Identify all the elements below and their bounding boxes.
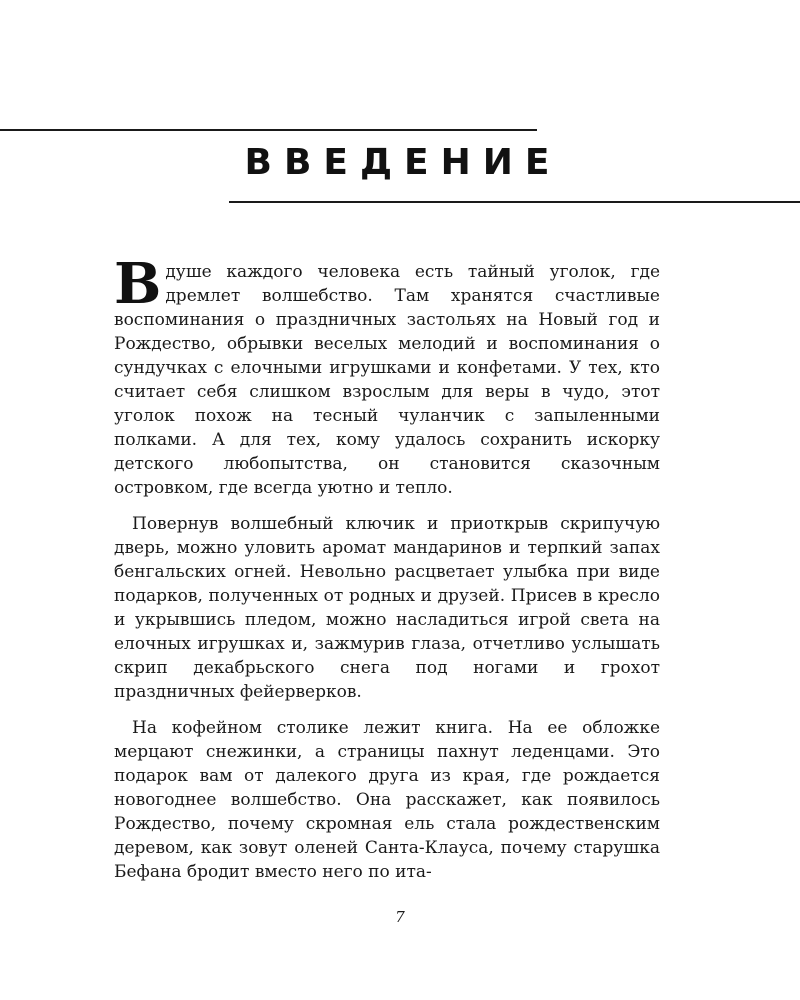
drop-cap: В bbox=[114, 251, 162, 317]
paragraph-3: На кофейном столике лежит книга. На ее обложке мерцают снежинки, а страницы пахнут леденцами. Это подарок вам от далекого друга из края, где рождается новогоднее волшебство. Она расскажет, как появилось Рождество, почему скромная ель стала рождественским деревом, как зовут оленей Санта-Клауса, почему старушка Бефана бродит вместо него по ита- bbox=[114, 718, 660, 882]
top-decorative-rule bbox=[0, 129, 537, 131]
page-number: 7 bbox=[395, 908, 405, 926]
bottom-decorative-rule bbox=[229, 201, 800, 203]
paragraph-2: Повернув волшебный ключик и приоткрыв скрипучую дверь, можно уловить аромат мандаринов и терпкий запах бенгальских огней. Невольно расцветает улыбка при виде подарков, полученных от родных и друзей. Присев в кресло и укрывшись пледом, можно насладиться игрой света на елочных игрушках и, зажмурив глаза, отчетливо услышать скрип декабрьского снега под ногами и грохот праздничных фейерверков. bbox=[114, 514, 660, 702]
paragraph-1 bbox=[114, 251, 660, 500]
paragraph-1-text: душе каждого человека есть тайный уголок, где дремлет волшебство. Там хранятся счастливые воспоминания о праздничных застольях на Новый год и Рождество, обрывки веселых мелодий и воспоминания о сундучках с елочными игрушками и конфетами. У тех, кто считает себя слишком взрослым для веры в чудо, этот уголок похож на тесный чуланчик с запыленными полками. А для тех, кому удалось сохранить искорку детского любопытства, он становится сказочным островком, где всегда уютно и тепло. bbox=[114, 262, 660, 498]
body-text bbox=[114, 251, 660, 896]
chapter-title: ВВЕДЕНИЕ bbox=[244, 142, 562, 183]
